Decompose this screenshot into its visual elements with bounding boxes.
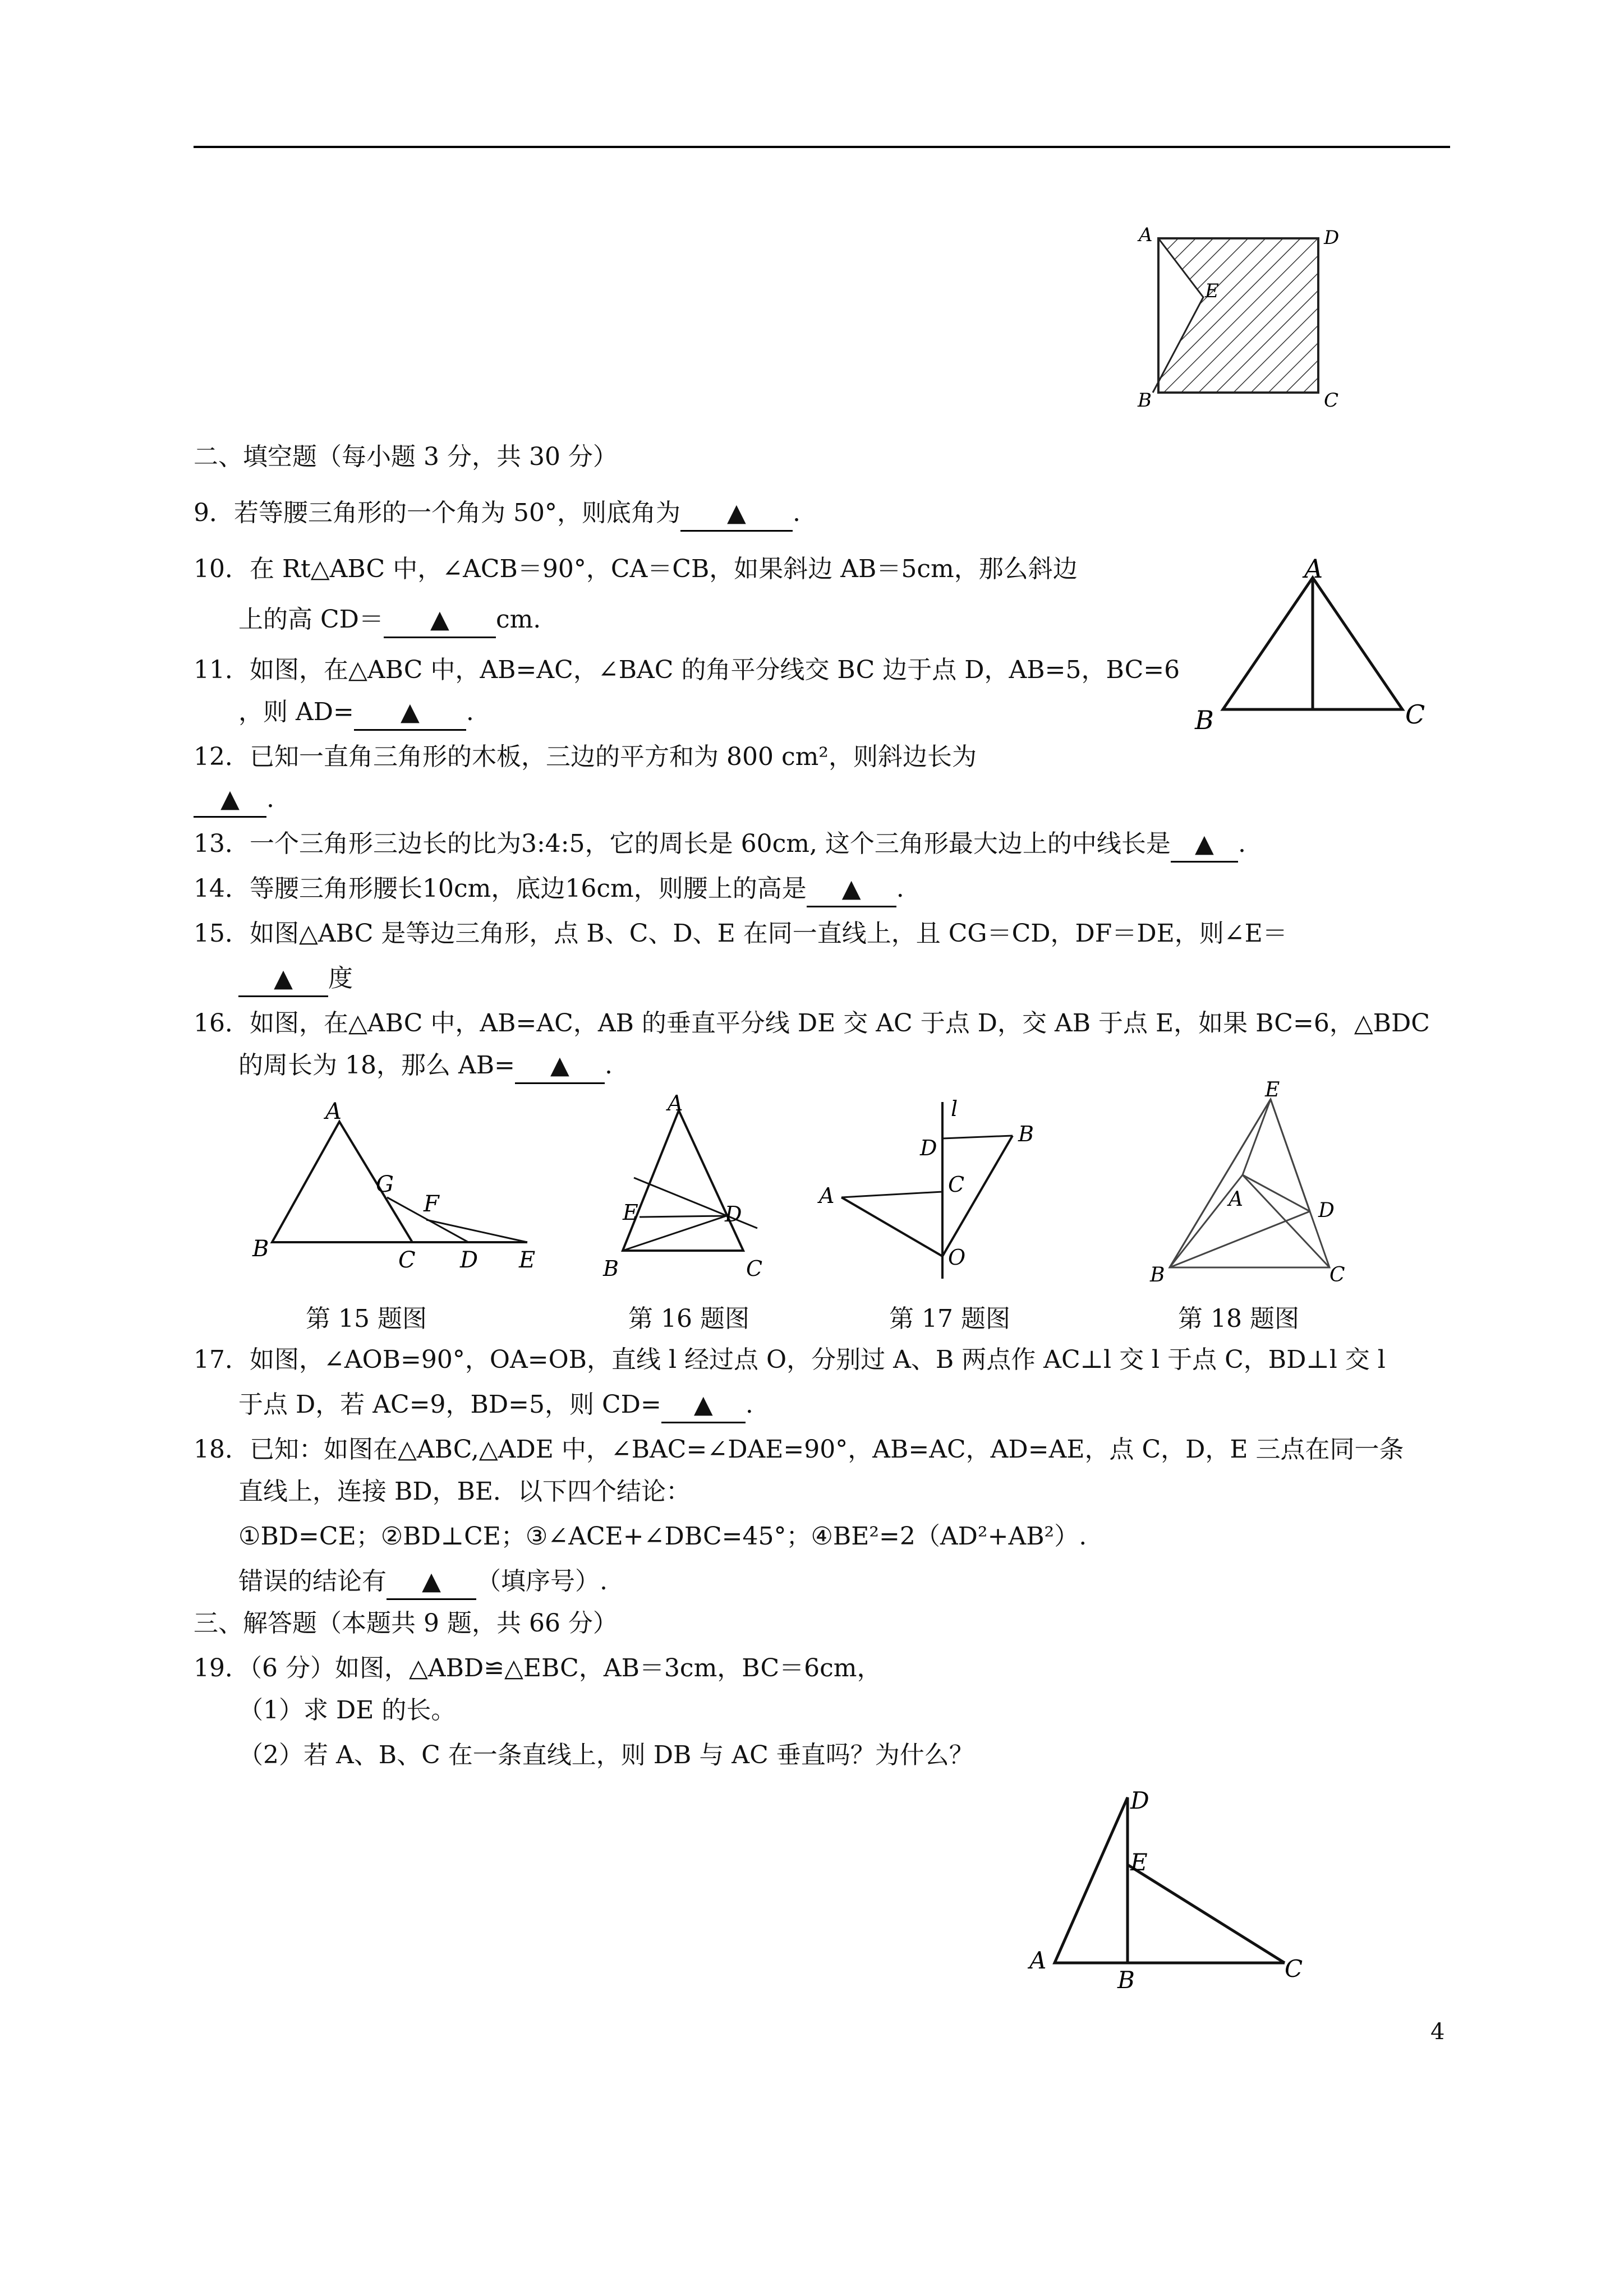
label-e: E bbox=[519, 1247, 536, 1273]
label-e: E bbox=[623, 1200, 638, 1225]
page-number: 4 bbox=[1430, 2019, 1445, 2045]
label-d: D bbox=[460, 1247, 479, 1273]
answer-blank-16: ▲ bbox=[515, 1049, 605, 1084]
label-e: E bbox=[1205, 280, 1219, 302]
answer-blank-18: ▲ bbox=[387, 1565, 476, 1600]
section-3-heading: 三、解答题（本题共 9 题，共 66 分） bbox=[194, 1609, 618, 1638]
caption-figure-15: 第 15 题图 bbox=[306, 1304, 427, 1333]
label-c: C bbox=[1324, 389, 1339, 412]
label-b: B bbox=[1150, 1264, 1165, 1287]
label-c: C bbox=[1405, 699, 1425, 730]
label-l: l bbox=[951, 1096, 958, 1121]
question-15-line-1: 15．如图△ABC 是等边三角形，点 B、C、D、E 在同一直线上，且 CG＝CD，DF＝DE，则∠E＝ bbox=[194, 919, 1287, 948]
question-18-line-1: 18．已知：如图在△ABC,△ADE 中，∠BAC=∠DAE=90°，AB=AC，AD=AE，点 C，D，E 三点在同一条 bbox=[194, 1435, 1404, 1464]
label-a: A bbox=[819, 1183, 835, 1208]
question-18-line-2: 直线上，连接 BD，BE．以下四个结论： bbox=[238, 1477, 691, 1506]
label-a: A bbox=[1029, 1947, 1047, 1974]
label-f: F bbox=[424, 1191, 439, 1217]
answer-blank-17: ▲ bbox=[661, 1388, 746, 1423]
label-b: B bbox=[1018, 1122, 1034, 1146]
label-c: C bbox=[1329, 1264, 1345, 1287]
question-19-line-2: （1）求 DE 的长。 bbox=[238, 1696, 456, 1725]
figure-15 bbox=[241, 1094, 555, 1279]
label-b: B bbox=[1138, 389, 1152, 412]
caption-figure-16: 第 16 题图 bbox=[628, 1304, 749, 1333]
label-c: C bbox=[746, 1256, 763, 1281]
question-17-line-2: 于点 D，若 AC=9，BD=5，则 CD= ▲ . bbox=[238, 1388, 753, 1423]
answer-blank-13: ▲ bbox=[1171, 827, 1238, 863]
label-a: A bbox=[1304, 554, 1323, 584]
label-a: A bbox=[668, 1091, 683, 1115]
figure-19 bbox=[1021, 1783, 1313, 1994]
label-a: A bbox=[1229, 1188, 1243, 1211]
label-b: B bbox=[252, 1236, 269, 1262]
label-e: E bbox=[1130, 1848, 1148, 1876]
label-o: O bbox=[948, 1245, 966, 1270]
figure-18 bbox=[1128, 1078, 1369, 1287]
figure-square bbox=[1128, 219, 1340, 415]
question-15-line-2: ▲ 度 bbox=[238, 962, 353, 997]
figure-isosceles-triangle bbox=[1184, 554, 1442, 740]
question-18-line-3: ①BD=CE；②BD⊥CE；③∠ACE+∠DBC=45°；④BE²=2（AD²+AB²）. bbox=[238, 1522, 1087, 1551]
answer-blank-11: ▲ bbox=[354, 695, 466, 731]
label-b: B bbox=[603, 1256, 619, 1281]
question-14: 14．等腰三角形腰长10cm，底边16cm，则腰上的高是 ▲ . bbox=[194, 872, 904, 907]
label-a: A bbox=[1139, 224, 1153, 246]
question-10-line-1: 10．在 Rt△ABC 中，∠ACB＝90°，CA＝CB，如果斜边 AB＝5cm，那么斜边 bbox=[194, 555, 1078, 583]
label-g: G bbox=[376, 1172, 394, 1197]
section-2-heading: 二、填空题（每小题 3 分，共 30 分） bbox=[194, 442, 618, 471]
label-c: C bbox=[398, 1247, 416, 1273]
question-13: 13．一个三角形三边长的比为3:4:5，它的周长是 60cm, 这个三角形最大边上的中线长是 ▲ . bbox=[194, 827, 1246, 863]
answer-blank-10: ▲ bbox=[384, 603, 496, 638]
label-d: D bbox=[725, 1202, 742, 1227]
figure-16 bbox=[578, 1091, 802, 1284]
question-11-line-1: 11．如图，在△ABC 中，AB=AC，∠BAC 的角平分线交 BC 边于点 D，AB=5，BC=6 bbox=[194, 656, 1180, 684]
label-c: C bbox=[948, 1172, 965, 1197]
question-12-line-2: ▲ . bbox=[194, 782, 274, 818]
figure-17 bbox=[808, 1094, 1071, 1284]
question-9: 9．若等腰三角形的一个角为 50°，则底角为 ▲ . bbox=[194, 496, 801, 532]
label-d: D bbox=[1130, 1787, 1149, 1814]
question-19-line-1: 19．（6 分）如图，△ABD≌△EBC，AB＝3cm，BC＝6cm， bbox=[194, 1654, 882, 1682]
answer-blank-14: ▲ bbox=[807, 872, 896, 907]
label-a: A bbox=[325, 1099, 342, 1124]
caption-figure-18: 第 18 题图 bbox=[1178, 1304, 1299, 1333]
label-b: B bbox=[1117, 1966, 1135, 1994]
question-16-line-2: 的周长为 18，那么 AB= ▲ . bbox=[238, 1049, 613, 1084]
label-b: B bbox=[1195, 705, 1214, 735]
label-d: D bbox=[920, 1136, 937, 1160]
question-16-line-1: 16．如图，在△ABC 中，AB=AC，AB 的垂直平分线 DE 交 AC 于点 D，交 AB 于点 E，如果 BC=6，△BDC bbox=[194, 1009, 1430, 1038]
label-d: D bbox=[1324, 227, 1340, 249]
question-10-line-2: 上的高 CD＝ ▲ cm. bbox=[238, 603, 541, 638]
question-11-line-2: ，则 AD= ▲ . bbox=[238, 695, 474, 731]
question-17-line-1: 17．如图，∠AOB=90°，OA=OB，直线 l 经过点 O，分别过 A、B 两点作 AC⊥l 交 l 于点 C，BD⊥l 交 l bbox=[194, 1345, 1386, 1374]
question-12-line-1: 12．已知一直角三角形的木板，三边的平方和为 800 cm²，则斜边长为 bbox=[194, 743, 977, 771]
label-e: E bbox=[1265, 1078, 1280, 1101]
caption-figure-17: 第 17 题图 bbox=[889, 1304, 1010, 1333]
answer-blank-15: ▲ bbox=[238, 962, 328, 997]
answer-blank-12: ▲ bbox=[194, 782, 266, 818]
label-d: D bbox=[1318, 1199, 1335, 1222]
answer-blank-9: ▲ bbox=[680, 496, 793, 532]
header-rule bbox=[194, 146, 1450, 148]
label-c: C bbox=[1285, 1955, 1303, 1983]
question-19-line-3: （2）若 A、B、C 在一条直线上，则 DB 与 AC 垂直吗？为什么？ bbox=[238, 1741, 974, 1769]
question-18-line-4: 错误的结论有 ▲ （填序号）. bbox=[238, 1565, 608, 1600]
